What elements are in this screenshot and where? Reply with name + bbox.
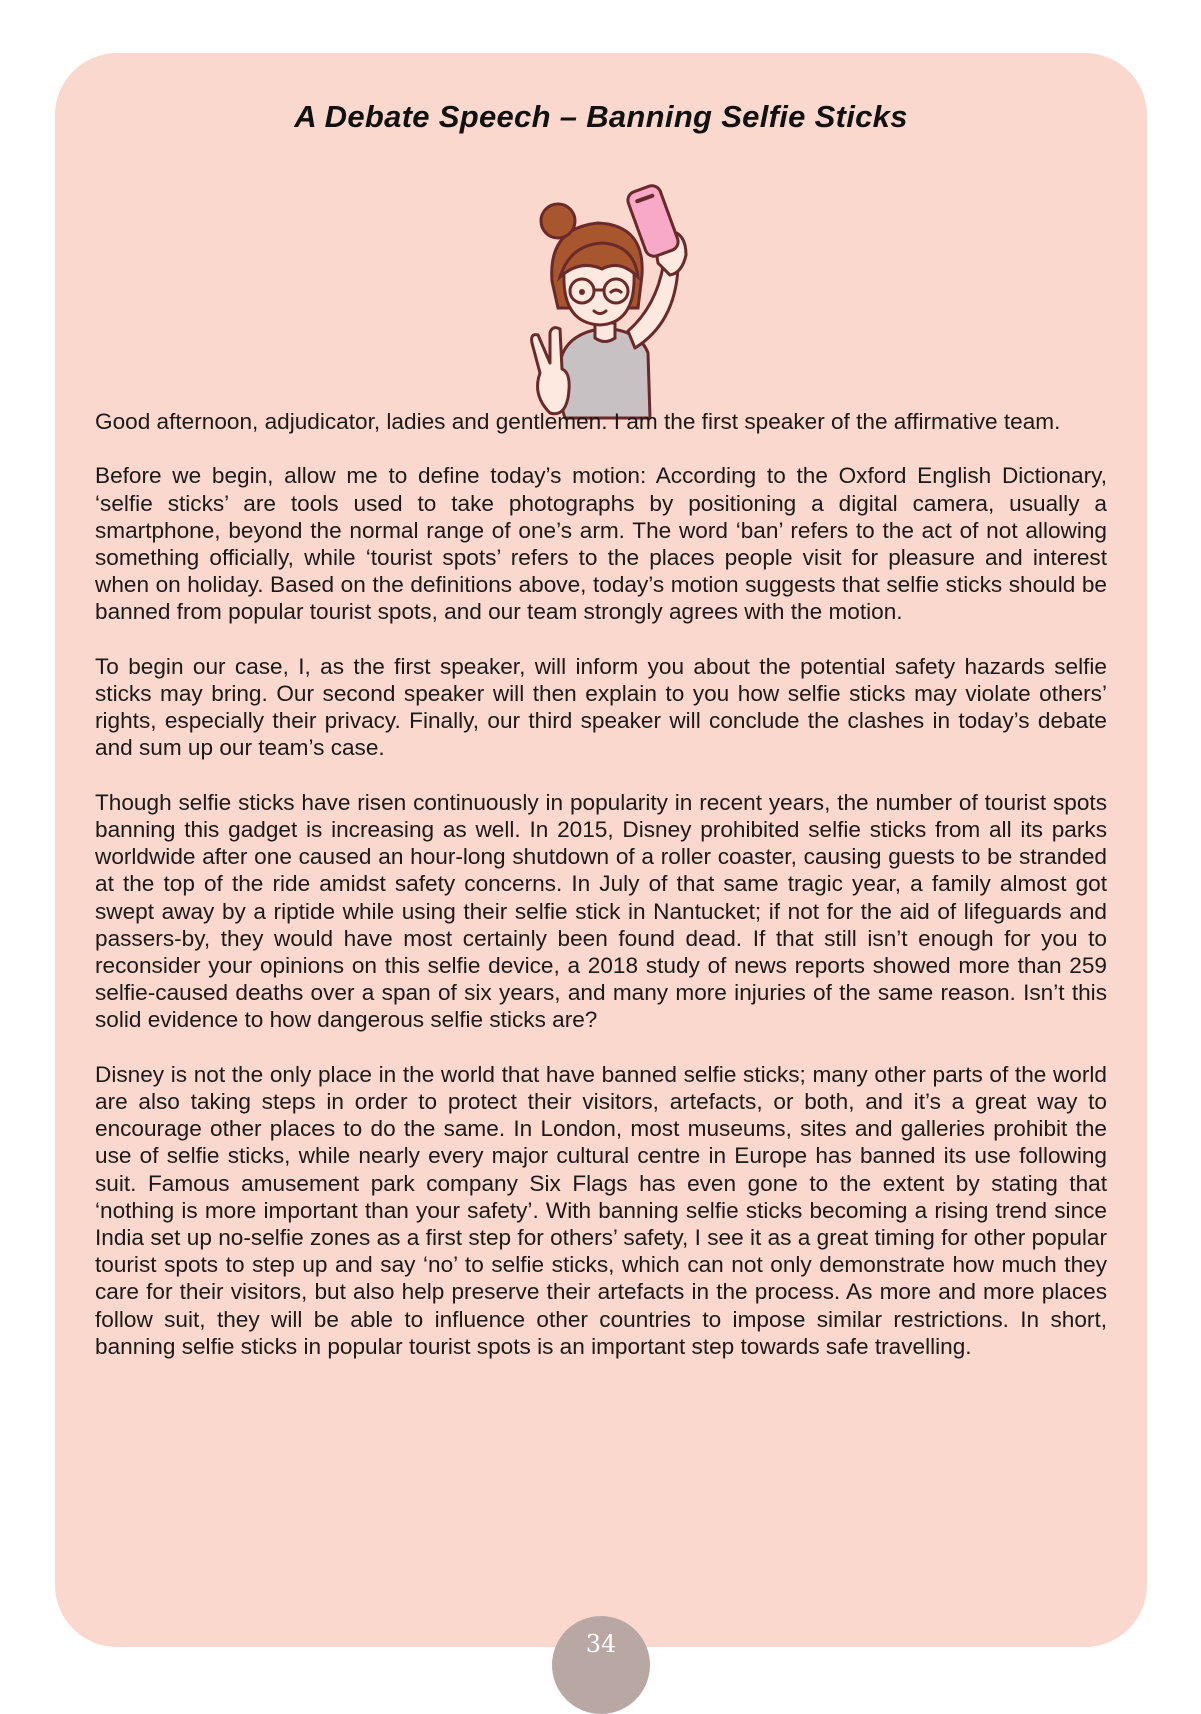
content-card (55, 53, 1147, 1647)
paragraph: Though selfie sticks have risen continuously in popularity in recent years, the number of tourist spots banning this gadget is increasing as well. In 2015, Disney prohibited selfie sticks from all its parks worldwide after one caused an hour-long shutdown of a roller coaster, causing guests to be stranded at the top of the ride amidst safety concerns. In July of that same tragic year, a family almost got swept away by a riptide while using their selfie stick in Nantucket; if not for the aid of lifeguards and passers-by, they would have most certainly been found dead. If that still isn’t enough for you to reconsider your opinions on this selfie device, a 2018 study of news reports showed more than 259 selfie-caused deaths over a span of six years, and many more injuries of the same reason. Isn’t this solid evidence to how dangerous selfie sticks are? (95, 789, 1107, 1033)
paragraph: Good afternoon, adjudicator, ladies and gentlemen. I am the first speaker of the affirmative team. (95, 409, 1061, 434)
page-number-badge (552, 1616, 650, 1714)
girl-taking-selfie-illustration (510, 173, 700, 423)
speech-body (95, 408, 1107, 1387)
paragraph: Before we begin, allow me to define today’s motion: According to the Oxford English Dictionary, ‘selfie sticks’ are tools used to take photographs by positioning a digital camera, usually a smartphone, beyond the normal range of one’s arm. The word ‘ban’ refers to the act of not allowing something officially, while ‘tourist spots’ refers to the places people visit for pleasure and interest when on holiday. Based on the definitions above, today’s motion suggests that selfie sticks should be banned from popular tourist spots, and our team strongly agrees with the motion. (95, 463, 1107, 625)
page-number: 34 (585, 1630, 617, 1658)
page-title: A Debate Speech – Banning Selfie Sticks (294, 99, 908, 134)
paragraph: Disney is not the only place in the world that have banned selfie sticks; many other parts of the world are also taking steps in order to protect their visitors, artefacts, or both, and it’s a great way to encourage other places to do the same. In London, most museums, sites and galleries prohibit the use of selfie sticks, while nearly every major cultural centre in Europe has banned its use following suit. Famous amusement park company Six Flags has even gone to the extent by stating that ‘nothing is more important than your safety’. With banning selfie sticks becoming a rising trend since India set up no-selfie zones as a first step for others’ safety, I see it as a great timing for other popular tourist spots to step up and say ‘no’ to selfie sticks, which can not only demonstrate how much they care for their visitors, but also help preserve their artefacts in the process. As more and more places follow suit, they will be able to influence other countries to impose similar restrictions. In short, banning selfie sticks in popular tourist spots is an important step towards safe travelling. (95, 1061, 1107, 1359)
paragraph: To begin our case, I, as the first speaker, will inform you about the potential safety hazards selfie sticks may bring. Our second speaker will then explain to you how selfie sticks may violate others’ rights, especially their privacy. Finally, our third speaker will conclude the clashes in today’s debate and sum up our team’s case. (95, 653, 1107, 761)
